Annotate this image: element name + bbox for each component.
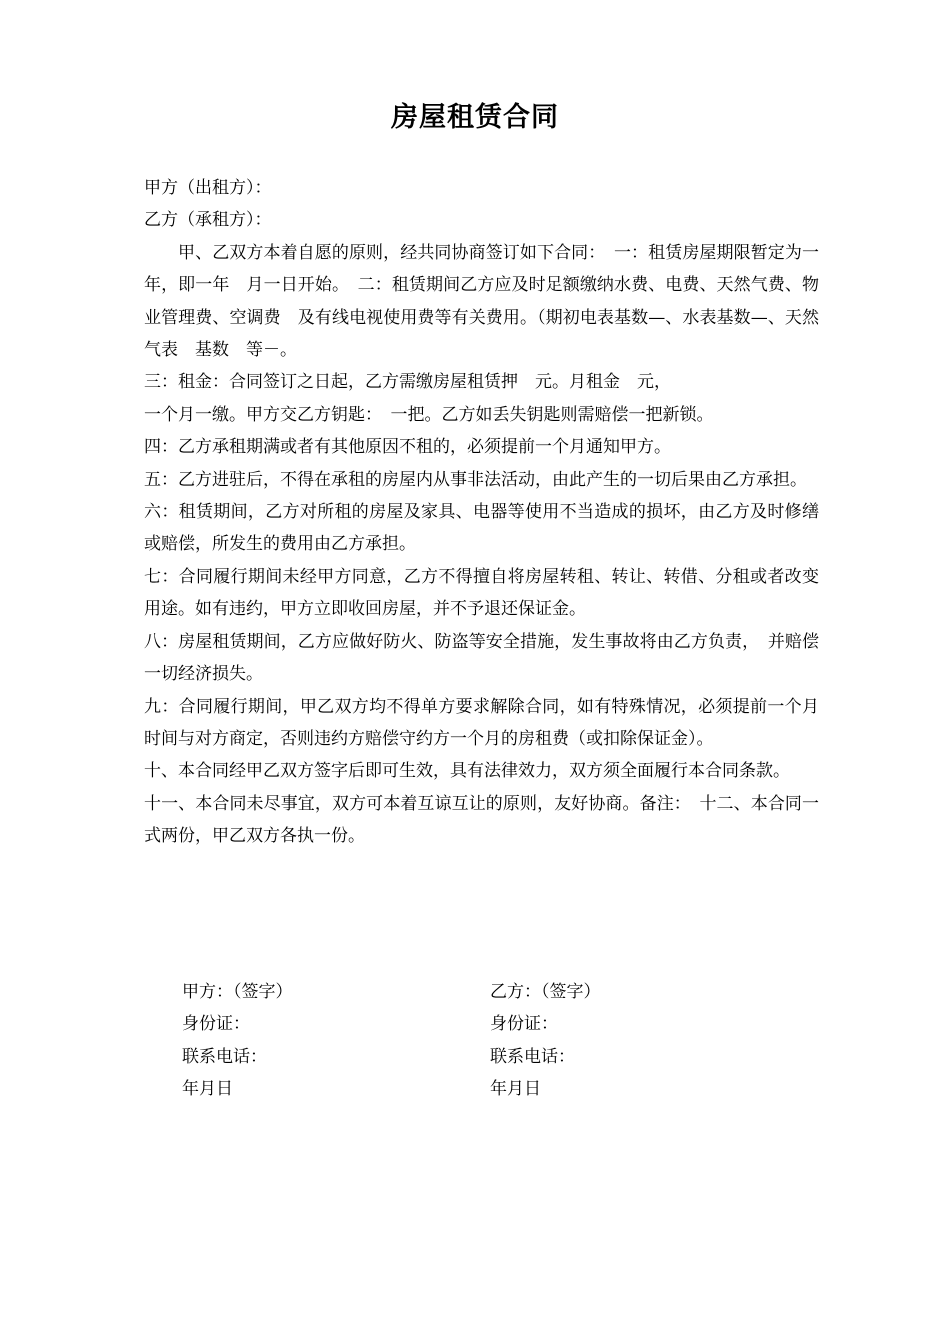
party-b-sign-label: 乙方：（签字） bbox=[490, 982, 601, 1002]
party-a-sign-label: 甲方：（签字） bbox=[182, 982, 293, 1002]
clause-7: 七：合同履行期间未经甲方同意，乙方不得擅自将房屋转租、转让、转借、分租或者改变用途。如有违约，甲方立即收回房屋，并不予退还保证金。 bbox=[144, 566, 819, 620]
party-a-phone-label: 联系电话： bbox=[182, 1046, 267, 1067]
party-a-id-label: 身份证： bbox=[182, 1014, 250, 1035]
document-title: 房屋租赁合同 bbox=[391, 102, 559, 133]
party-b-line: 乙方（承租方）： bbox=[144, 210, 272, 231]
party-b-id-label: 身份证： bbox=[490, 1014, 558, 1035]
clause-10: 十、本合同经甲乙双方签字后即可生效，具有法律效力，双方须全面履行本合同条款。 bbox=[144, 761, 790, 782]
clause-6: 六：租赁期间，乙方对所租的房屋及家具、电器等使用不当造成的损坏，由乙方及时修缮或赔偿，所发生的费用由乙方承担。 bbox=[144, 502, 819, 555]
clause-3-rent: 三：租金：合同签订之日起，乙方需缴房屋租赁押 元。月租金 元， bbox=[144, 372, 671, 393]
contract-body bbox=[144, 172, 819, 853]
party-b-date-label: 年月日 bbox=[490, 1079, 541, 1100]
clause-11-12: 十一、本合同未尽事宜，双方可本着互谅互让的原则，友好协商。备注： 十二、本合同一式两份，甲乙双方各执一份。 bbox=[144, 793, 819, 847]
party-a-date-label: 年月日 bbox=[182, 1079, 233, 1100]
clause-5: 五：乙方进驻后，不得在承租的房屋内从事非法活动，由此产生的一切后果由乙方承担。 bbox=[144, 469, 807, 490]
party-b-phone-label: 联系电话： bbox=[490, 1046, 575, 1067]
clause-intro: 甲、乙双方本着自愿的原则，经共同协商签订如下合同： 一：租赁房屋期限暂定为一年，即一年 月一日开始。 二：租赁期间乙方应及时足额缴纳水费、电费、天然气费、物业管理费、空调费 及有线电视使用费等有关费用。（期初电表基数—、水表基数—、天然气表 基数 等－。 bbox=[144, 242, 819, 361]
clause-8: 八：房屋租赁期间，乙方应做好防火、防盗等安全措施，发生事故将由乙方负责， 并赔偿一切经济损失。 bbox=[144, 631, 819, 685]
party-a-line: 甲方（出租方）： bbox=[144, 178, 272, 198]
clause-4: 四：乙方承租期满或者有其他原因不租的，必须提前一个月通知甲方。 bbox=[144, 437, 671, 458]
party-a-signature-block bbox=[182, 976, 462, 1106]
clause-3-keys: 一个月一缴。甲方交乙方钥匙： 一把。乙方如丢失钥匙则需赔偿一把新锁。 bbox=[144, 404, 714, 425]
clause-9: 九：合同履行期间，甲乙双方均不得单方要求解除合同，如有特殊情况，必须提前一个月时间与对方商定，否则违约方赔偿守约方一个月的房租费（或扣除保证金）。 bbox=[144, 696, 819, 749]
party-b-signature-block bbox=[490, 976, 790, 1106]
